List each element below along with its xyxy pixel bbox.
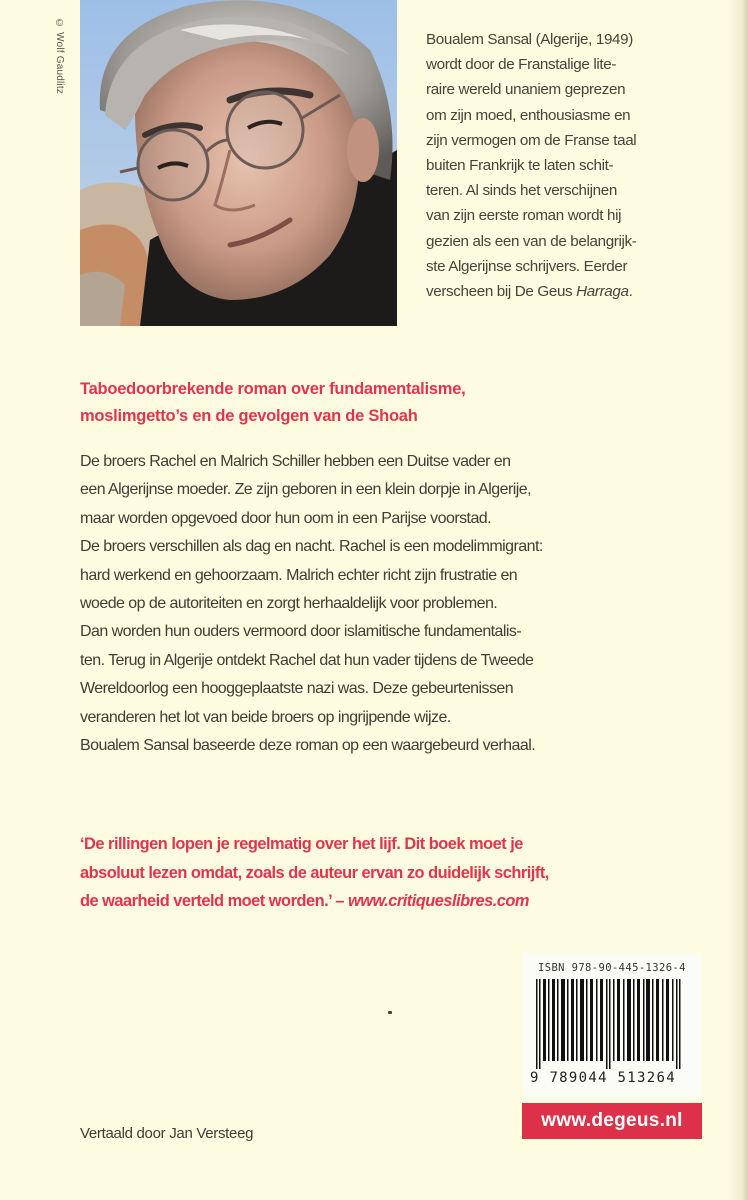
bio-line: buiten Frankrijk te laten schit- xyxy=(426,157,614,175)
review-quote xyxy=(80,830,549,916)
summary-line: De broers Rachel en Malrich Schiller hebben een Duitse vader en xyxy=(80,453,511,470)
bio-line: wordt door de Franstalige lite- xyxy=(426,56,617,74)
summary-line: veranderen het lot van beide broers op ingrijpende wijze. xyxy=(80,708,451,726)
tagline-heading xyxy=(80,376,465,430)
summary-line: woede op de autoriteiten en zorgt herhaaldelijk voor problemen. xyxy=(80,595,498,613)
summary-line: hard werkend en gehoorzaam. Malrich echter richt zijn frustratie en xyxy=(80,566,518,584)
quote-line: ‘De rillingen lopen je regelmatig over het lijf. Dit boek moet je xyxy=(80,835,523,853)
bio-text: verscheen bij De Geus xyxy=(426,283,577,301)
quote-source: www.critiqueslibres.com xyxy=(348,892,530,910)
summary-line: De broers verschillen als dag en nacht. Rachel is een modelimmigrant: xyxy=(80,538,543,556)
translator-credit: Vertaald door Jan Versteeg xyxy=(80,1125,254,1142)
bio-line: gezien als een van de belangrijk- xyxy=(426,232,637,250)
bio-line: Boualem Sansal (Algerije, 1949) xyxy=(426,31,633,48)
quote-line-last xyxy=(80,887,549,916)
bio-line: teren. Al sinds het verschijnen xyxy=(426,182,617,200)
summary-line: een Algerijnse moeder. Ze zijn geboren in een klein dorpje in Algerije, xyxy=(80,481,532,499)
isbn-label: ISBN 978-90-445-1326-4 xyxy=(538,962,686,974)
quote-line: absoluut lezen omdat, zoals de auteur ervan zo duidelijk schrijft, xyxy=(80,863,549,882)
bio-line-last xyxy=(426,279,726,304)
author-photo xyxy=(80,0,397,326)
summary-line: maar worden opgevoed door hun oom in een Parijse voorstad. xyxy=(80,509,492,527)
page-edge-shadow xyxy=(728,0,748,1200)
publisher-website-badge xyxy=(522,1103,702,1139)
print-speck xyxy=(388,1011,392,1014)
ean-digits: 9 789044 513264 xyxy=(530,1070,676,1086)
bio-period: . xyxy=(628,283,633,301)
tagline-line: Taboedoorbrekende roman over fundamentalisme, xyxy=(80,380,466,398)
summary-line: Wereldoorlog een hooggeplaatste nazi was. Deze gebeurtenissen xyxy=(80,680,514,698)
summary-line: Boualem Sansal baseerde deze roman op een waargebeurd verhaal. xyxy=(80,737,536,755)
tagline-line: moslimgetto’s en de gevolgen van de Shoah xyxy=(80,407,418,425)
author-portrait-icon xyxy=(80,0,397,326)
author-bio xyxy=(426,27,726,304)
summary-line: ten. Terug in Algerije ontdekt Rachel dat hun vader tijdens de Tweede xyxy=(80,651,534,669)
barcode-icon xyxy=(536,979,686,1069)
bio-line: van zijn eerste roman wordt hij xyxy=(426,207,622,225)
bio-line: raire wereld unaniem geprezen xyxy=(426,81,626,99)
photo-credit: © Wolf Gaudlitz xyxy=(54,18,65,95)
bio-line: om zijn moed, enthousiasme en xyxy=(426,106,631,124)
quote-text: de waarheid verteld moet worden.’ – xyxy=(80,892,349,910)
publisher-website: www.degeus.nl xyxy=(541,1110,683,1131)
summary-line: Dan worden hun ouders vermoord door islamitische fundamentalis- xyxy=(80,623,522,641)
book-title-harraga: Harraga xyxy=(576,283,629,301)
book-summary xyxy=(80,448,543,760)
barcode-box xyxy=(522,953,702,1097)
bio-line: ste Algerijnse schrijvers. Eerder xyxy=(426,257,628,275)
bio-line: zijn vermogen om de Franse taal xyxy=(426,131,637,149)
